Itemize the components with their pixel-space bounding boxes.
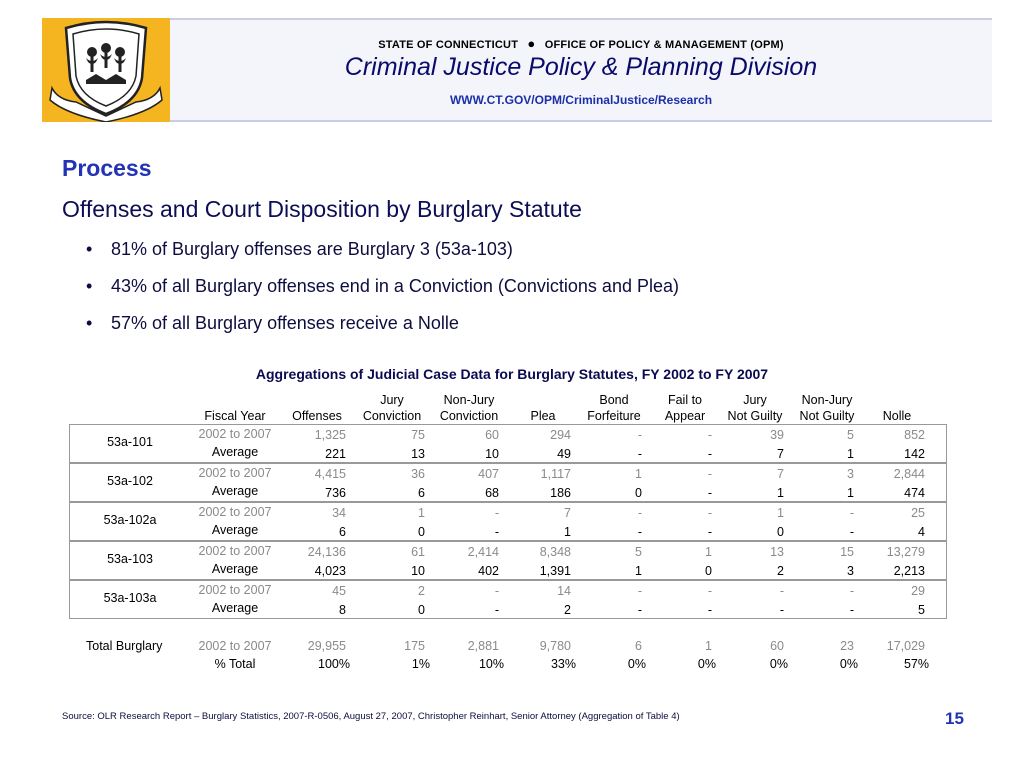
header-office: OFFICE OF POLICY & MANAGEMENT (OPM) (544, 39, 784, 51)
table-cell: 1 (418, 506, 425, 520)
table-cell: 13 (411, 447, 425, 461)
table-cell: 407 (478, 467, 499, 481)
table-cell: 2 (418, 584, 425, 598)
table-cell: 0 (418, 525, 425, 539)
table-cell: 4,415 (314, 467, 346, 481)
table-cell: 3 (847, 564, 854, 578)
table-cell: - (637, 447, 642, 461)
column-header-line2: Conviction (362, 409, 422, 423)
table-cell: 39 (770, 428, 784, 442)
statute-label: 53a-101 (107, 435, 153, 449)
bullet-icon: • (86, 276, 93, 296)
table-cell: - (779, 603, 784, 617)
table-cell: - (494, 506, 499, 520)
table-cell: 402 (478, 564, 499, 578)
table-cell: - (707, 603, 712, 617)
bullet-item (86, 275, 679, 312)
table-cell: 61 (411, 545, 425, 559)
bullet-dot-icon: ● (527, 36, 536, 51)
table-cell: - (707, 467, 712, 481)
table-cell: 45 (332, 584, 346, 598)
total-burglary-label: Total Burglary (86, 639, 163, 653)
table-cell: 0% (627, 657, 646, 671)
header-org-line (170, 36, 992, 51)
column-header-line2: Fiscal Year (204, 409, 266, 423)
table-cell: 1,117 (540, 467, 571, 481)
table-cell: 0% (697, 657, 716, 671)
column-header-line2: Forfeiture (587, 409, 641, 423)
table-cell: - (494, 603, 499, 617)
table-cell: 5 (635, 545, 642, 559)
table-cell: 23 (840, 639, 854, 653)
table-cell: 1 (847, 486, 854, 500)
table-cell: 1,391 (539, 564, 571, 578)
column-header-line1: Fail to (667, 393, 703, 407)
table-cell: 294 (550, 428, 571, 442)
table-cell: - (637, 506, 642, 520)
table-cell: 60 (485, 428, 499, 442)
statute-label: 53a-102a (103, 513, 157, 527)
table-cell: 7 (564, 506, 571, 520)
bullet-list (86, 238, 679, 349)
table-cell: 852 (904, 428, 925, 442)
header-state: STATE OF CONNECTICUT (378, 39, 519, 51)
table-cell: 4 (918, 525, 925, 539)
statute-label: 53a-102 (107, 474, 153, 488)
table-cell: 7 (777, 447, 784, 461)
table-cell: 100% (318, 657, 350, 671)
table-cell: 2 (777, 564, 784, 578)
column-header-line2: Offenses (292, 409, 342, 423)
table-cell: 10 (411, 564, 425, 578)
table-cell: 5 (918, 603, 925, 617)
table-cell: - (707, 584, 712, 598)
page-number: 15 (945, 709, 964, 728)
table-cell: 186 (550, 486, 571, 500)
statute-label: 53a-103 (107, 552, 153, 566)
fiscal-year-cell: 2002 to 2007 (198, 466, 272, 480)
header-band (42, 18, 992, 122)
table-cell: 4,023 (314, 564, 346, 578)
table-cell: - (637, 584, 642, 598)
table-cell: 1 (635, 564, 642, 578)
table-cell: 142 (904, 447, 925, 461)
fiscal-year-cell: Average (211, 601, 259, 615)
slide-subtitle: Offenses and Court Disposition by Burglary Statute (62, 196, 582, 222)
fiscal-year-cell: 2002 to 2007 (198, 639, 272, 653)
table-cell: 75 (411, 428, 425, 442)
fiscal-year-cell: 2002 to 2007 (198, 505, 272, 519)
column-header-line2: Nolle (882, 409, 912, 423)
column-header-line1: Non-Jury (443, 393, 495, 407)
table-cell: 1 (705, 639, 712, 653)
table-cell: 24,136 (307, 545, 346, 559)
table-cell: 1 (705, 545, 712, 559)
table-cell: 14 (557, 584, 571, 598)
table-cell: - (707, 447, 712, 461)
column-header-line1: Jury (380, 393, 404, 407)
column-header-line1 (190, 392, 280, 408)
table-cell: 0% (839, 657, 858, 671)
table-cell: 1% (411, 657, 430, 671)
bullet-text: 81% of Burglary offenses are Burglary 3 (53a-103) (111, 239, 513, 259)
header-division: Criminal Justice Policy & Planning Division (344, 53, 818, 81)
table-cell: 1 (635, 467, 642, 481)
table-cell: 2,414 (467, 545, 499, 559)
table-cell: 13 (770, 545, 784, 559)
bullet-icon: • (86, 313, 93, 333)
table-cell: - (707, 428, 712, 442)
column-header-line2: Appear (664, 409, 706, 423)
bullet-text: 43% of all Burglary offenses end in a Conviction (Convictions and Plea) (111, 276, 679, 296)
table-cell: 474 (904, 486, 925, 500)
bullet-item (86, 312, 679, 349)
table-cell: 6 (635, 639, 642, 653)
column-header (190, 392, 280, 424)
statute-label: 53a-103a (103, 591, 157, 605)
table-cell: 0% (769, 657, 788, 671)
fiscal-year-cell: 2002 to 2007 (198, 427, 272, 441)
table-cell: 57% (903, 657, 929, 671)
column-header-line2: Not Guilty (727, 409, 783, 423)
table-cell: - (707, 525, 712, 539)
table-cell: 0 (418, 603, 425, 617)
source-footnote: Source: OLR Research Report – Burglary Statistics, 2007-R-0506, August 27, 2007, Christopher Reinhart, Senior Attorney (Aggregation of Table 4) (62, 711, 680, 722)
table-cell: 2 (564, 603, 571, 617)
table-cell: - (637, 428, 642, 442)
table-cell: 60 (770, 639, 784, 653)
header-website-link[interactable]: WWW.CT.GOV/OPM/CriminalJustice/Research (449, 93, 713, 107)
column-header-line2: Plea (530, 409, 556, 423)
bullet-text: 57% of all Burglary offenses receive a Nolle (111, 313, 459, 333)
column-header-line1: Bond (599, 393, 629, 407)
bullet-item (86, 238, 679, 275)
table-cell: 175 (404, 639, 425, 653)
table-cell: - (707, 506, 712, 520)
table-cell: 17,029 (886, 639, 925, 653)
table-cell: 13,279 (886, 545, 925, 559)
logo-box (42, 18, 170, 122)
table-cell: 1 (777, 486, 784, 500)
column-header (852, 392, 942, 424)
table-cell: 8 (339, 603, 346, 617)
table-cell: 2,213 (893, 564, 925, 578)
table-cell: - (494, 584, 499, 598)
table-cell: 1 (847, 447, 854, 461)
table-cell: 68 (485, 486, 499, 500)
fiscal-year-cell: Average (211, 562, 259, 576)
percent-total-label: % Total (214, 657, 256, 671)
bullet-icon: • (86, 239, 93, 259)
table-cell: 5 (847, 428, 854, 442)
fiscal-year-cell: 2002 to 2007 (198, 544, 272, 558)
column-header-line1: Non-Jury (801, 393, 853, 407)
table-cell: - (779, 584, 784, 598)
table-cell: 3 (847, 467, 854, 481)
table-cell: 2,844 (893, 467, 925, 481)
table-cell: 736 (325, 486, 346, 500)
table-cell: 1,325 (314, 428, 346, 442)
table-cell: 10% (478, 657, 504, 671)
table-cell: 15 (840, 545, 854, 559)
table-cell: 0 (777, 525, 784, 539)
table-cell: - (849, 584, 854, 598)
table-title: Aggregations of Judicial Case Data for Burglary Statutes, FY 2002 to FY 2007 (255, 366, 769, 382)
table-cell: - (849, 506, 854, 520)
connecticut-state-seal-icon (42, 18, 170, 122)
table-cell: 8,348 (539, 545, 571, 559)
column-header-line2: Not Guilty (799, 409, 855, 423)
table-cell: 36 (411, 467, 425, 481)
table-cell: 0 (705, 564, 712, 578)
fiscal-year-cell: 2002 to 2007 (198, 583, 272, 597)
table-cell: 6 (418, 486, 425, 500)
table-cell: - (849, 603, 854, 617)
table-cell: 33% (550, 657, 576, 671)
table-cell: 49 (557, 447, 571, 461)
table-cell: 29 (911, 584, 925, 598)
column-header-line2: Conviction (439, 409, 499, 423)
table-cell: - (849, 525, 854, 539)
table-cell: 221 (325, 447, 346, 461)
fiscal-year-cell: Average (211, 523, 259, 537)
table-cell: 9,780 (539, 639, 571, 653)
table-cell: 6 (339, 525, 346, 539)
table-cell: - (637, 603, 642, 617)
table-cell: 2,881 (467, 639, 499, 653)
table-cell: 1 (777, 506, 784, 520)
table-cell: - (494, 525, 499, 539)
table-cell: 7 (777, 467, 784, 481)
table-cell: 34 (332, 506, 346, 520)
title-box (170, 18, 992, 122)
table-cell: 25 (911, 506, 925, 520)
table-cell: 29,955 (307, 639, 346, 653)
table-cell: - (707, 486, 712, 500)
table-cell: 0 (635, 486, 642, 500)
table-cell: 1 (564, 525, 571, 539)
table-cell: - (637, 525, 642, 539)
column-header-line1 (852, 392, 942, 408)
table-cell: 10 (485, 447, 499, 461)
fiscal-year-cell: Average (211, 484, 259, 498)
section-title: Process (62, 155, 152, 181)
column-header-line1: Jury (743, 393, 767, 407)
fiscal-year-cell: Average (211, 445, 259, 459)
